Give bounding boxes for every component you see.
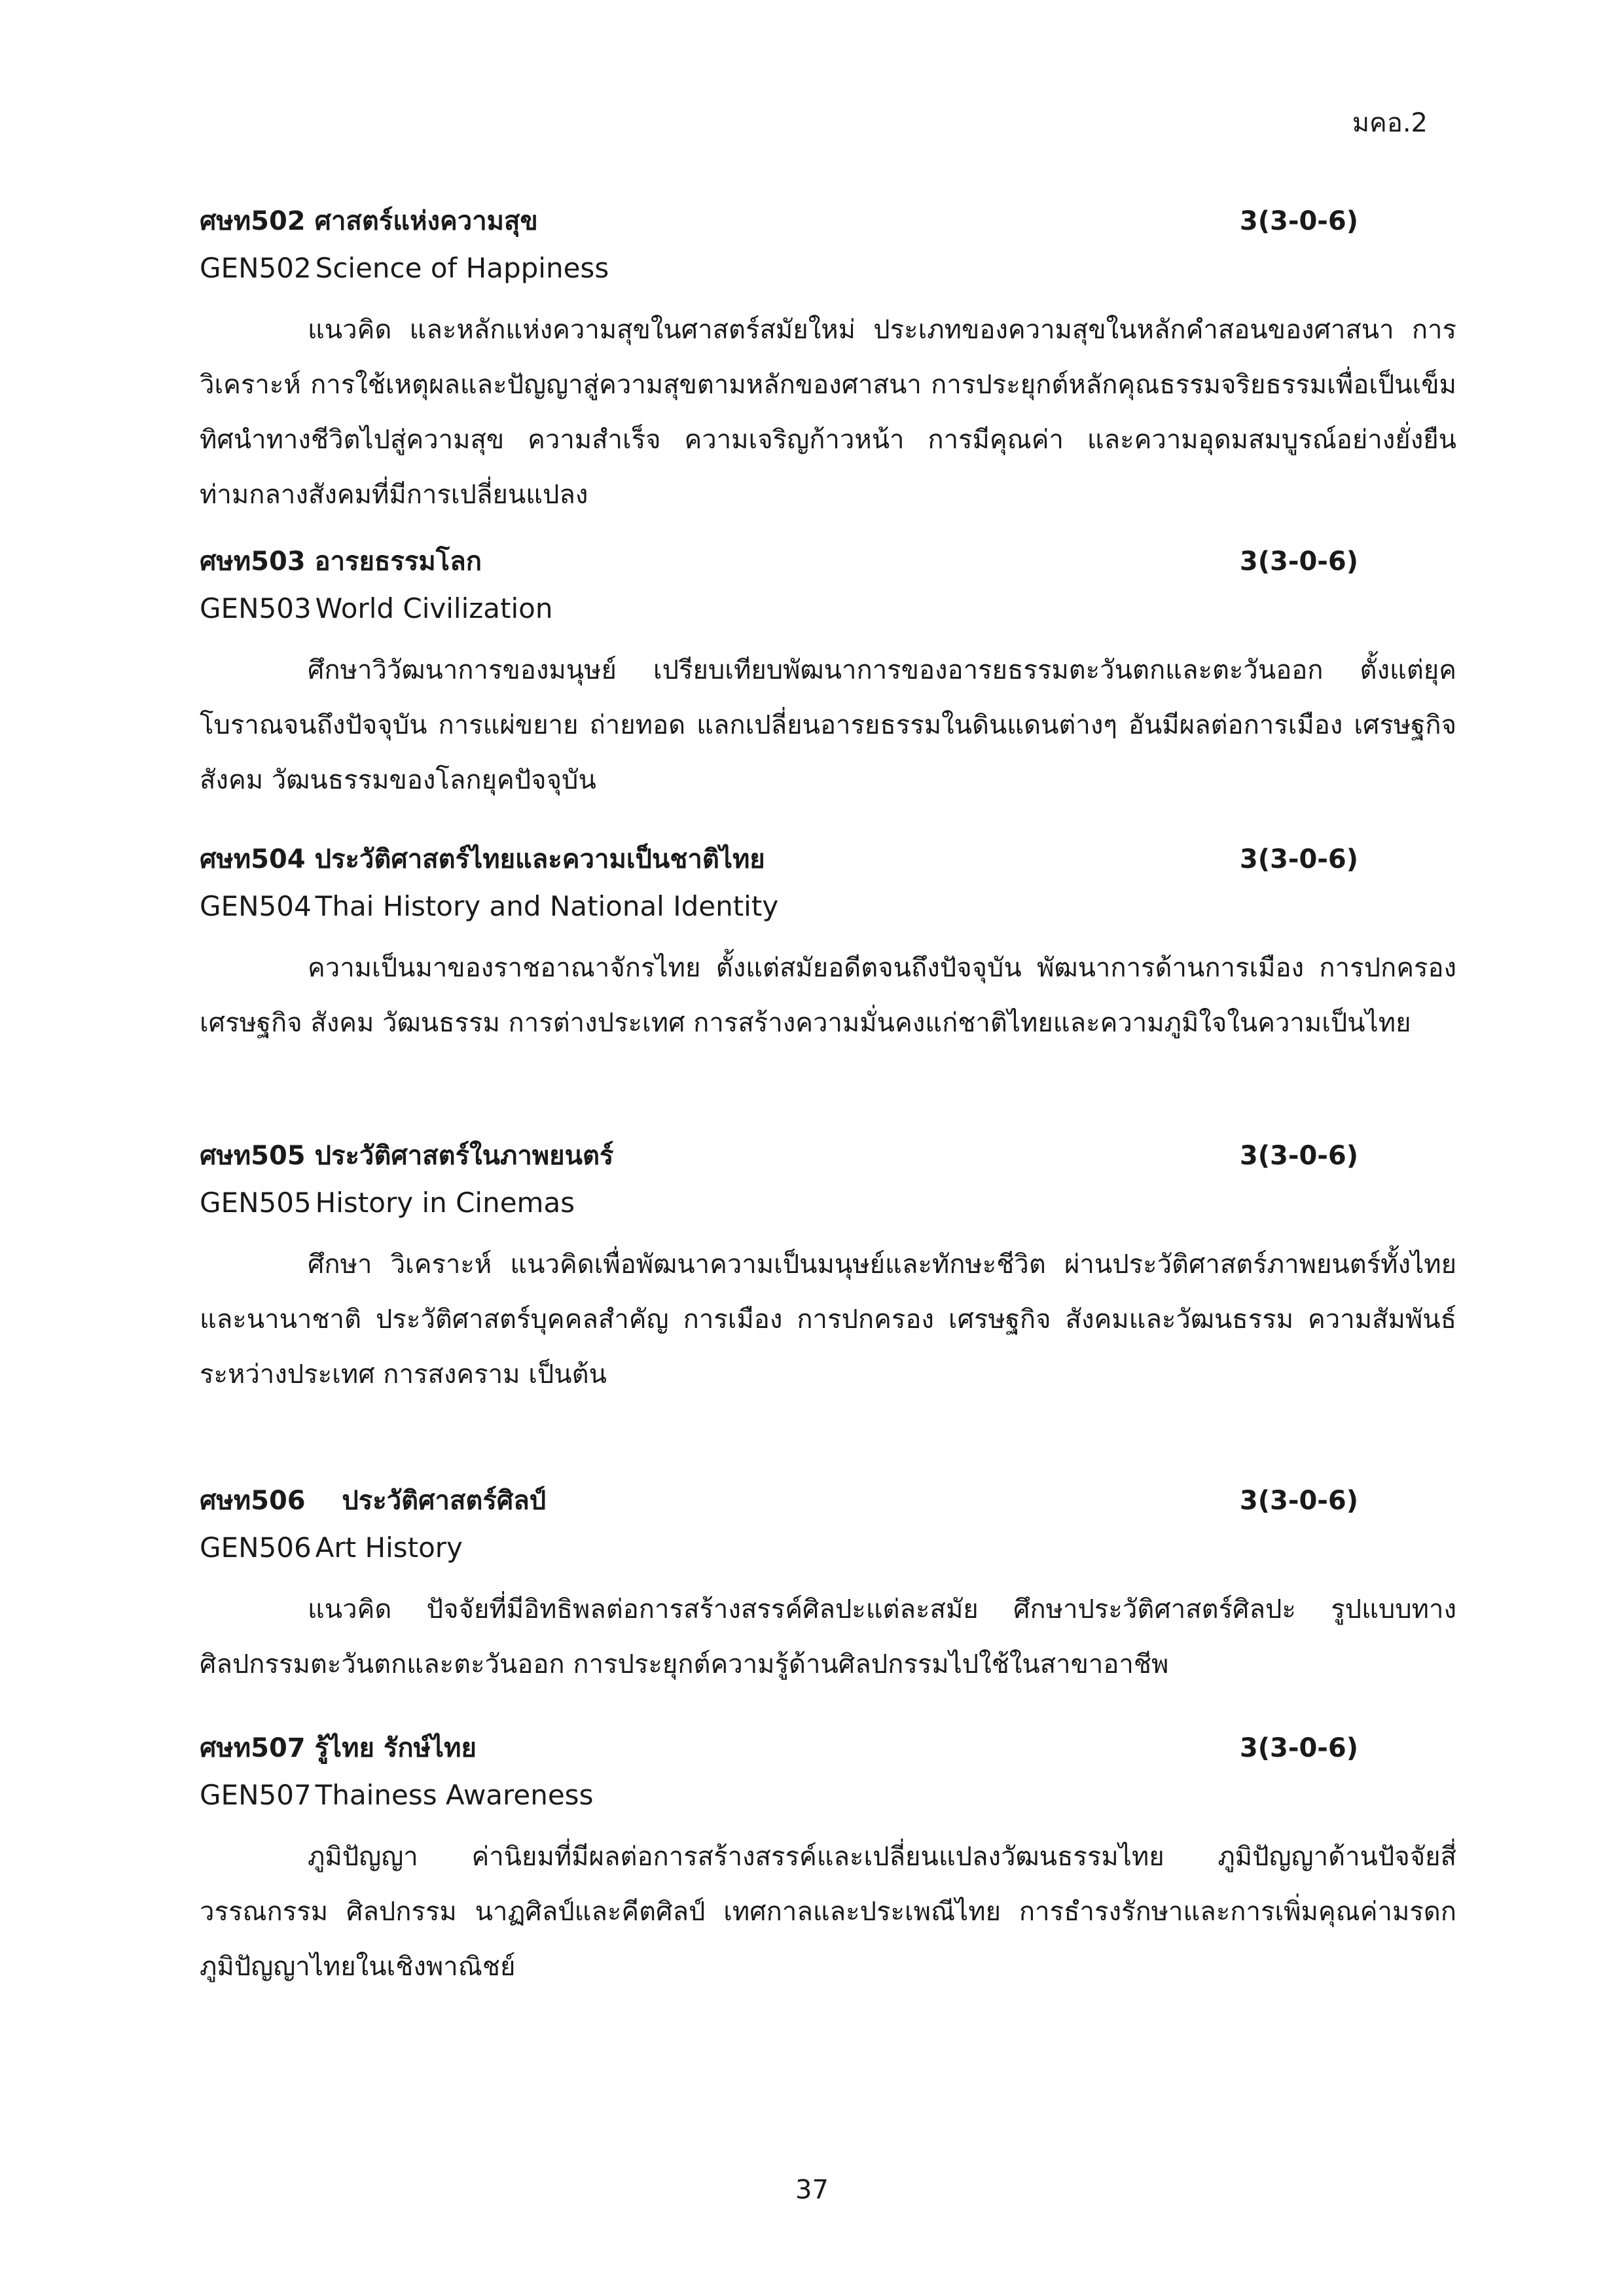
- course-title-en: Thainess Awareness: [315, 1779, 594, 1811]
- course-code-en: GEN502: [200, 252, 312, 284]
- course-description: ภูมิปัญญา ค่านิยมที่มีผลต่อการสร้างสรรค์และเปลี่ยนแปลงวัฒนธรรมไทย ภูมิปัญญาด้านปัจจัยสี่ วรรณกรรม ศิลปกรรม นาฏศิลป์และคีตศิลป์ เทศกาลและประเพณีไทย การธำรงรักษาและการเพิ่มคุณค่ามรดกภูมิปัญญาไทยในเชิงพาณิชย์: [200, 1842, 1456, 1982]
- course-title-en: Thai History and National Identity: [315, 890, 779, 922]
- course-title-th: ศาสตร์แห่งความสุข: [314, 206, 538, 236]
- course-block-gen505: [200, 1138, 1456, 1402]
- course-title-en: Science of Happiness: [315, 252, 609, 284]
- course-description: แนวคิด ปัจจัยที่มีอิทธิพลต่อการสร้างสรรค์ศิลปะแต่ละสมัย ศึกษาประวัติศาสตร์ศิลปะ รูปแบบทางศิลปกรรมตะวันตกและตะวันออก การประยุกต์ความรู้ด้านศิลปกรรมไปใช้ในสาขาอาชีพ: [200, 1594, 1456, 1679]
- course-title-th: ประวัติศาสตร์ศิลป์: [342, 1486, 547, 1516]
- page-number: 37: [795, 2175, 829, 2205]
- course-title-row: [200, 1138, 1456, 1185]
- course-credits: 3(3-0-6): [1239, 1141, 1358, 1171]
- course-title-th: ประวัติศาสตร์ในภาพยนตร์: [314, 1141, 614, 1171]
- course-description: ศึกษาวิวัฒนาการของมนุษย์ เปรียบเทียบพัฒนาการของอารยธรรมตะวันตกและตะวันออก ตั้งแต่ยุคโบราณจนถึงปัจจุบัน การแผ่ขยาย ถ่ายทอด แลกเปลี่ยนอารยธรรมในดินแดนต่างๆ อันมีผลต่อการเมือง เศรษฐกิจ สังคม วัฒนธรรมของโลกยุคปัจจุบัน: [200, 655, 1456, 795]
- course-block-gen507: [200, 1730, 1456, 1994]
- course-english-row: [200, 1777, 1456, 1829]
- course-description: ความเป็นมาของราชอาณาจักรไทย ตั้งแต่สมัยอดีตจนถึงปัจจุบัน พัฒนาการด้านการเมือง การปกครอง เศรษฐกิจ สังคม วัฒนธรรม การต่างประเทศ การสร้างความมั่นคงแก่ชาติไทยและความภูมิใจในความเป็นไทย: [200, 953, 1456, 1038]
- course-english-row: [200, 1185, 1456, 1237]
- course-title-row: [200, 1482, 1456, 1530]
- course-description: แนวคิด และหลักแห่งความสุขในศาสตร์สมัยใหม่ ประเภทของความสุขในหลักคำสอนของศาสนา การวิเคราะห์ การใช้เหตุผลและปัญญาสู่ความสุขตามหลักของศาสนา การประยุกต์หลักคุณธรรมจริยธรรมเพื่อเป็นเข็มทิศนำทางชีวิตไปสู่ความสุข ความสำเร็จ ความเจริญก้าวหน้า การมีคุณค่า และความอุดมสมบูรณ์อย่างยั่งยืนท่ามกลางสังคมที่มีการเปลี่ยนแปลง: [200, 315, 1456, 510]
- course-title-th: ประวัติศาสตร์ไทยและความเป็นชาติไทย: [314, 844, 765, 874]
- course-title-row: [200, 543, 1456, 590]
- course-title-th: รู้ไทย รักษ์ไทย: [314, 1733, 477, 1763]
- course-title-en: History in Cinemas: [315, 1187, 575, 1219]
- course-credits: 3(3-0-6): [1239, 1733, 1358, 1763]
- course-title-th: อารยธรรมโลก: [314, 547, 482, 577]
- course-english-row: [200, 888, 1456, 941]
- course-code-th: ศษท506: [200, 1486, 306, 1516]
- course-credits: 3(3-0-6): [1239, 844, 1358, 874]
- course-title-row: [200, 203, 1456, 250]
- course-credits: 3(3-0-6): [1239, 1486, 1358, 1516]
- course-english-row: [200, 1530, 1456, 1582]
- course-code-th: ศษท504: [200, 844, 306, 874]
- course-title-en: Art History: [315, 1532, 463, 1564]
- course-title-row: [200, 1730, 1456, 1777]
- course-title-row: [200, 841, 1456, 888]
- course-code-en: GEN505: [200, 1187, 312, 1219]
- course-block-gen506: [200, 1482, 1456, 1692]
- course-english-row: [200, 250, 1456, 302]
- course-code-en: GEN506: [200, 1532, 312, 1564]
- course-block-gen503: [200, 543, 1456, 808]
- course-block-gen504: [200, 841, 1456, 1050]
- course-english-row: [200, 590, 1456, 643]
- course-code-th: ศษท503: [200, 547, 306, 577]
- course-block-gen502: [200, 203, 1456, 522]
- course-title-en: World Civilization: [315, 592, 553, 624]
- course-code-en: GEN507: [200, 1779, 312, 1811]
- course-credits: 3(3-0-6): [1239, 547, 1358, 577]
- course-code-th: ศษท507: [200, 1733, 306, 1763]
- course-code-th: ศษท505: [200, 1141, 306, 1171]
- course-description: ศึกษา วิเคราะห์ แนวคิดเพื่อพัฒนาความเป็นมนุษย์และทักษะชีวิต ผ่านประวัติศาสตร์ภาพยนตร์ทั้งไทยและนานาชาติ ประวัติศาสตร์บุคคลสำคัญ การเมือง การปกครอง เศรษฐกิจ สังคมและวัฒนธรรม ความสัมพันธ์ระหว่างประเทศ การสงคราม เป็นต้น: [200, 1249, 1457, 1390]
- course-credits: 3(3-0-6): [1239, 206, 1358, 236]
- course-code-en: GEN503: [200, 592, 312, 624]
- document-code: มคอ.2: [1352, 108, 1428, 138]
- course-code-th: ศษท502: [200, 206, 306, 236]
- course-code-en: GEN504: [200, 890, 312, 922]
